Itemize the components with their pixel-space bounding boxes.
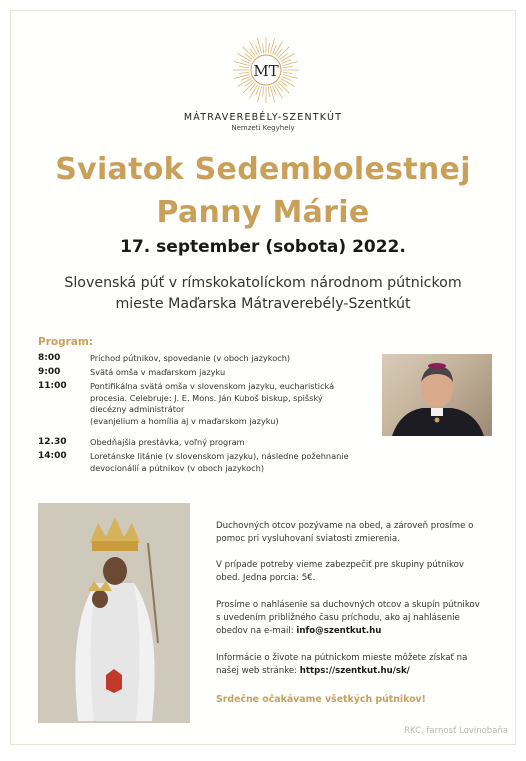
- program-time: 8:00: [38, 353, 61, 363]
- program-heading: Program:: [38, 336, 94, 348]
- info-line: Informácie o živote na pútnickom mieste môžete získať na: [216, 653, 468, 663]
- program-desc-line: (evanjelium a homília aj v maďarskom jazyku): [90, 415, 279, 426]
- program-desc: [90, 367, 380, 379]
- program-desc-line: Obedňajšia prestávka, voľný program: [90, 437, 245, 447]
- closing-invitation: Srdečne očakávame všetkých pútnikov!: [216, 694, 426, 705]
- program-time: 9:00: [38, 367, 61, 377]
- program-desc: [90, 381, 380, 427]
- info-line: V prípade potreby vieme zabezpečiť pre skupiny pútnikov: [216, 560, 464, 570]
- event-date: 17. september (sobota) 2022.: [120, 237, 406, 257]
- program-desc-line: devocionálií a pútnikov (v oboch jazykoch): [90, 462, 265, 473]
- footer-credit: RKC, farnosť Lovinobaňa: [404, 726, 508, 736]
- madonna-statue-photo: [38, 503, 190, 723]
- logo-ray: [262, 43, 263, 53]
- logo-ray: [268, 87, 269, 97]
- info-paragraph-2: [216, 559, 491, 585]
- org-name: MÁTRAVEREBÉLY-SZENTKÚT: [183, 112, 343, 123]
- logo-ray: [268, 43, 269, 53]
- contact-email-link[interactable]: info@szentkut.hu: [296, 626, 382, 637]
- program-time: 12.30: [38, 437, 67, 447]
- info-line: obedov na e-mail:: [216, 626, 297, 637]
- bishop-photo: [382, 354, 492, 436]
- logo-ray: [239, 72, 249, 73]
- logo-ray: [239, 66, 249, 67]
- program-desc-line: Príchod pútnikov, spovedanie (v oboch jazykoch): [90, 353, 291, 363]
- website-link[interactable]: https://szentkut.hu/sk/: [299, 666, 410, 677]
- program-desc: [90, 437, 380, 449]
- info-line: Duchovných otcov pozývame na obed, a zároveň prosíme o: [216, 521, 474, 531]
- program-desc-line: Loretánske litánie (v slovenskom jazyku), následne požehnanie: [90, 451, 349, 461]
- program-desc-line: procesia. Celebruje: J. E. Mons. Ján Kuboš biskup, spišský: [90, 392, 323, 403]
- program-time: 14:00: [38, 451, 67, 461]
- subtitle-line-2: mieste Maďarska Mátraverebély-Szentkút: [115, 296, 411, 312]
- program-time: 11:00: [38, 381, 67, 391]
- program-desc: [90, 451, 380, 474]
- sanctuary-logo: [232, 36, 300, 104]
- org-subtitle: Nemzeti Kegyhely: [231, 124, 295, 132]
- program-desc-line: Pontifikálna svätá omša v slovenskom jazyku, eucharistická: [90, 381, 335, 391]
- logo-ray: [262, 87, 263, 97]
- info-paragraph-1: [216, 520, 491, 546]
- info-line: pomoc pri vysluhovaní sviatosti zmierenia.: [216, 534, 400, 545]
- logo-ray: [283, 66, 293, 67]
- program-desc-line: diecézny administrátor: [90, 404, 185, 414]
- logo-ray: [283, 72, 293, 73]
- subtitle-line-1: Slovenská púť v rímskokatolíckom národnom pútnickom: [64, 275, 462, 291]
- info-paragraph-4: [216, 652, 491, 678]
- program-desc: [90, 353, 380, 365]
- logo-monogram: MT: [253, 62, 279, 80]
- info-line: našej web stránke:: [216, 666, 300, 677]
- info-line: obed. Jedna porcia: 5€.: [216, 573, 316, 584]
- info-paragraph-3: [216, 599, 491, 639]
- info-line: s uvedením približného času príchodu, ako aj nahlásenie: [216, 613, 460, 624]
- info-line: Prosíme o nahlásenie sa duchovných otcov a skupín pútnikov: [216, 600, 480, 610]
- program-desc-line: Svätá omša v maďarskom jazyku: [90, 367, 226, 377]
- page-title-line-1: Sviatok Sedembolestnej: [55, 152, 471, 187]
- page-title-line-2: Panny Márie: [156, 195, 370, 230]
